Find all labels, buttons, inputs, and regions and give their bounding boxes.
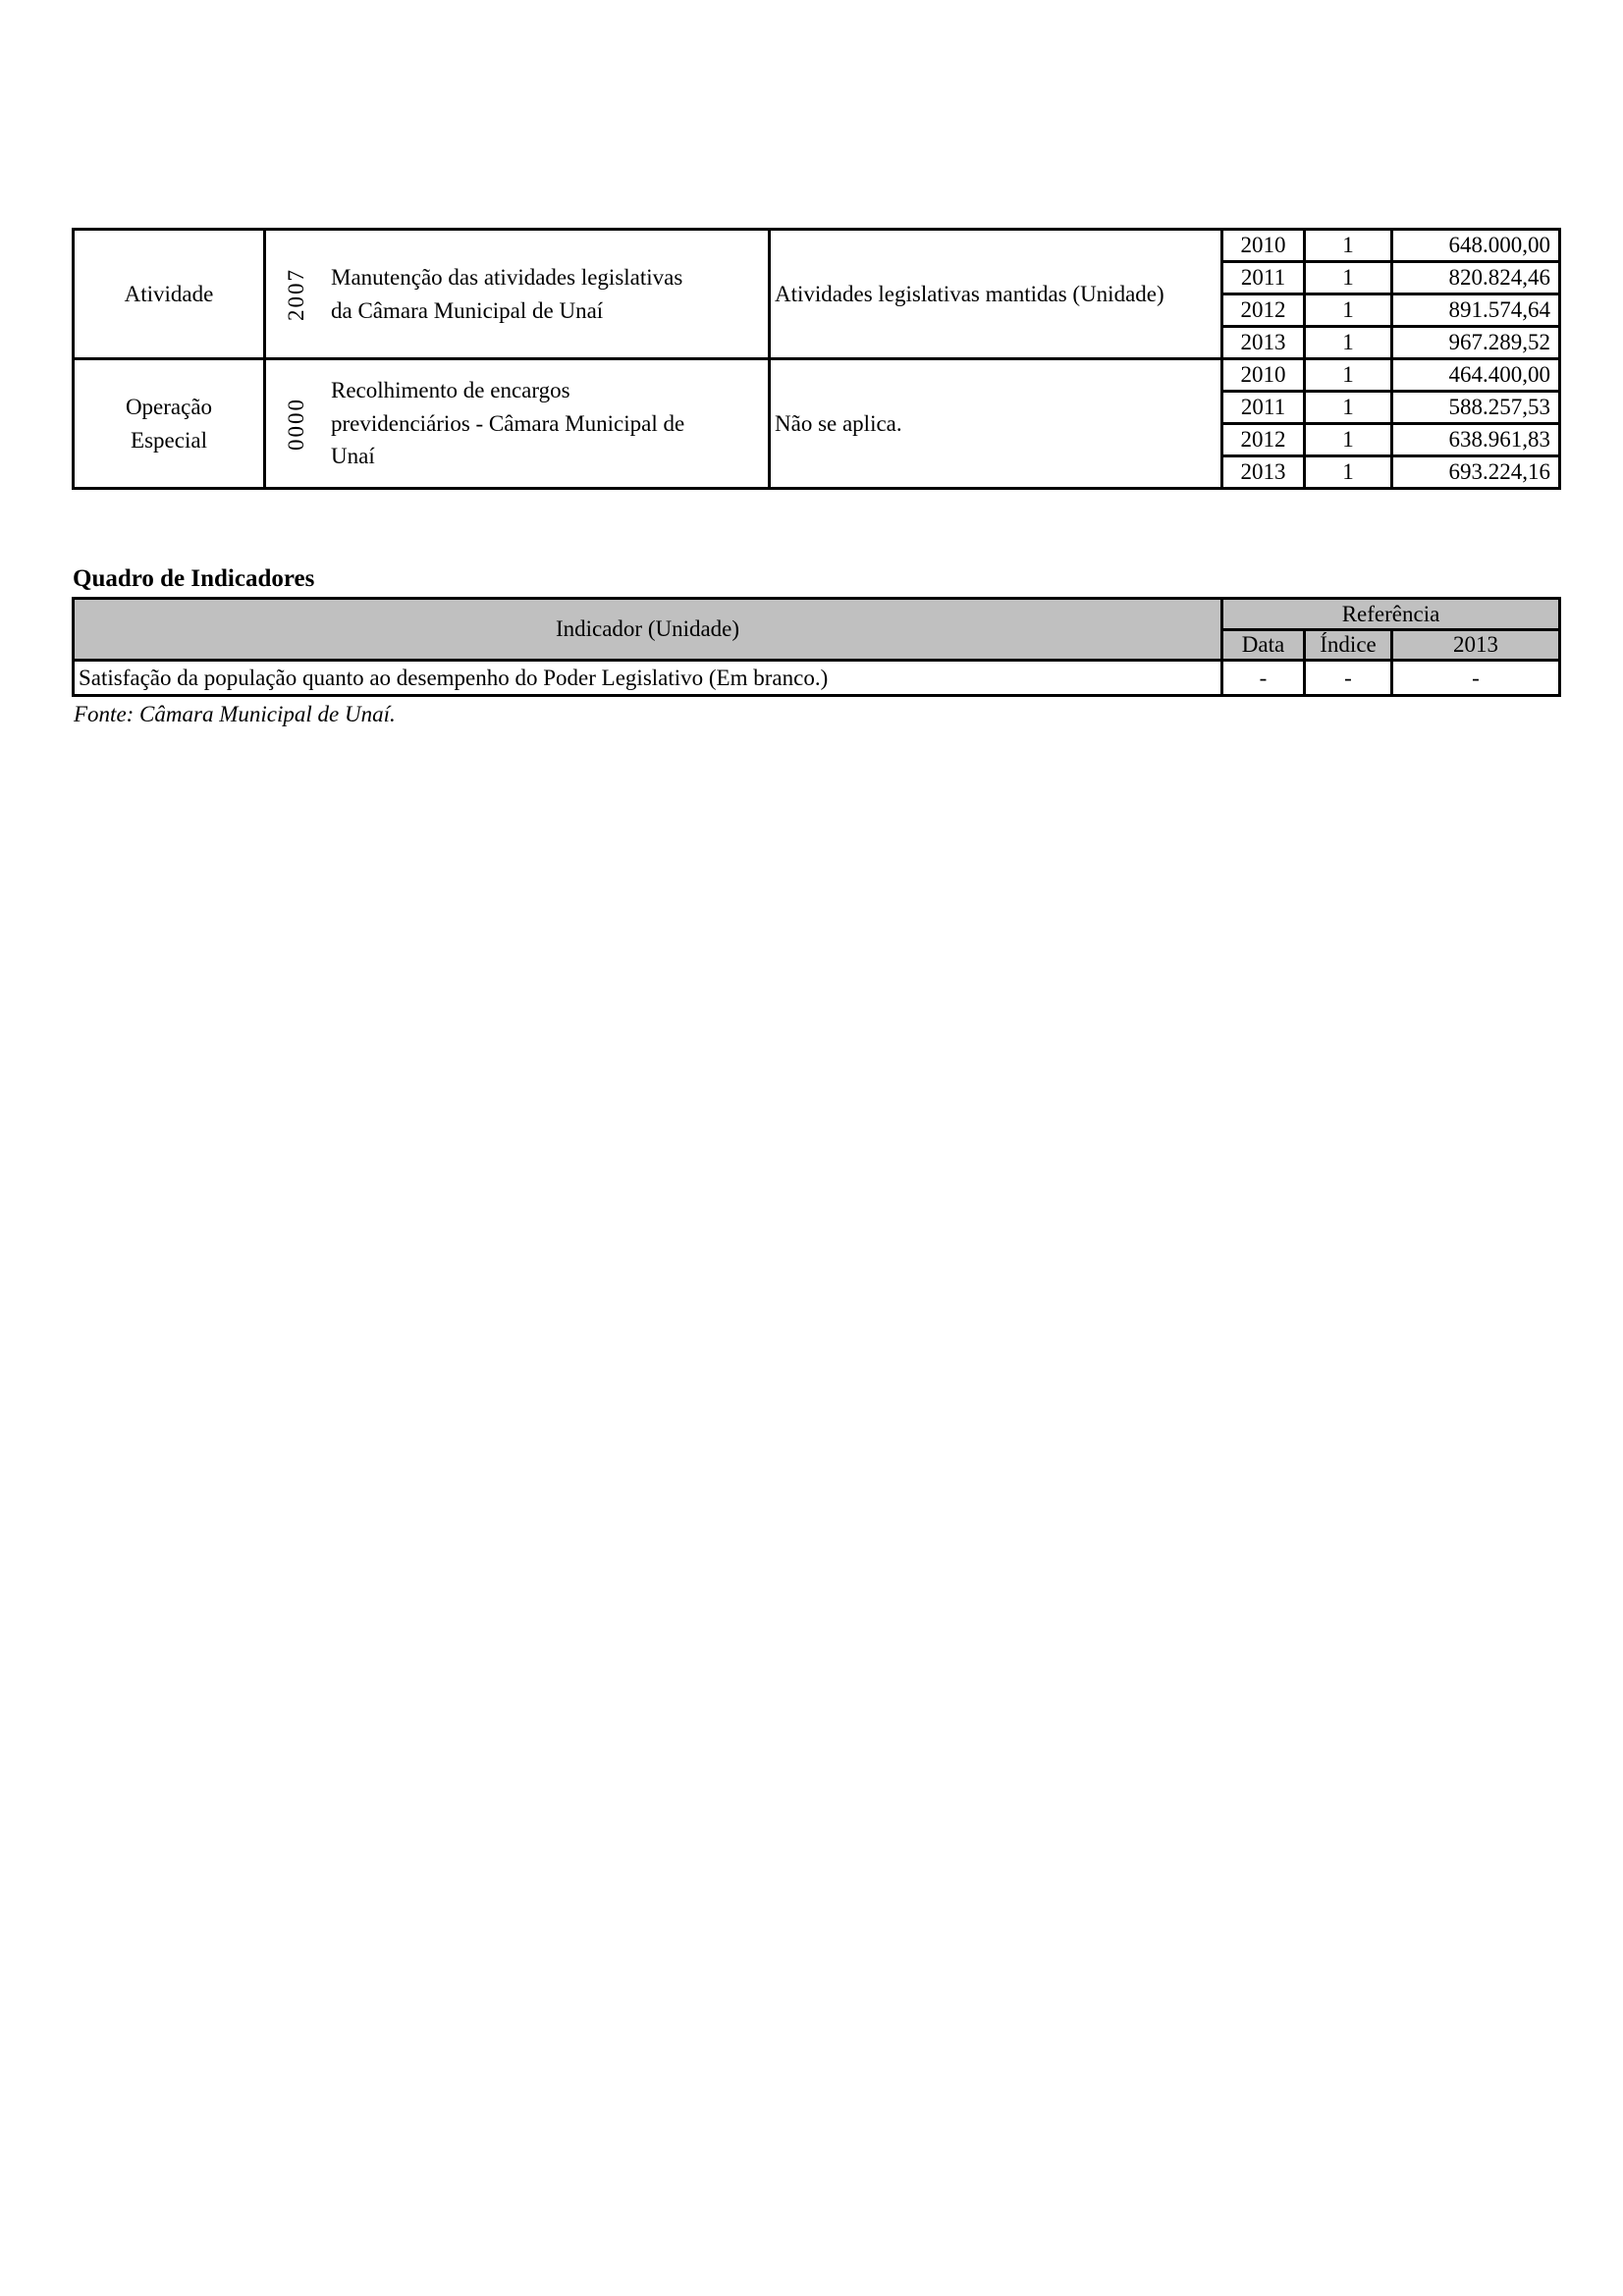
source-note: Fonte: Câmara Municipal de Unaí. [74,702,396,726]
value-cell: 693.224,16 [1392,456,1560,489]
index-cell: 1 [1305,359,1392,392]
table-row [74,599,1560,630]
index-cell: 1 [1305,424,1392,456]
value-cell: 464.400,00 [1392,359,1560,392]
year-cell: 2010 [1222,230,1305,262]
data-column-header: Data [1222,630,1305,661]
value-cell: 967.289,52 [1392,327,1560,359]
indicator-column-header: Indicador (Unidade) [74,599,1222,661]
table-row [74,359,1560,392]
reference-column-header: Referência [1222,599,1560,630]
indicators-table [72,597,1561,697]
index-cell: 1 [1305,392,1392,424]
program-code-rotated: 2007 [284,267,308,321]
year-cell: 2013 [1222,327,1305,359]
index-cell: 1 [1305,294,1392,327]
program-description-cell [265,230,770,359]
program-description-text: Manutenção das atividades legislativas da Câmara Municipal de Unaí [331,265,683,323]
program-type-cell: Operação Especial [74,359,265,489]
program-description-text: Recolhimento de encargos previdenciários - Câmara Municipal de Unaí [331,378,685,469]
program-indicator-text: Atividades legislativas mantidas (Unidade) [775,281,1164,306]
value-cell: 820.824,46 [1392,262,1560,294]
value-cell: 638.961,83 [1392,424,1560,456]
table-row [74,230,1560,262]
program-indicator-cell [770,230,1222,359]
program-indicator-text: Não se aplica. [775,410,902,436]
program-indicator-cell [770,359,1222,489]
index-cell: 1 [1305,327,1392,359]
index-cell: 1 [1305,456,1392,489]
program-description-wrap [266,374,768,472]
program-type-cell: Atividade [74,230,265,359]
value-cell: 891.574,64 [1392,294,1560,327]
data-value-cell: - [1222,661,1305,696]
table-row [74,661,1560,696]
indicator-name-cell: Satisfação da população quanto ao desempenho do Poder Legislativo (Em branco.) [74,661,1222,696]
year-cell: 2013 [1222,456,1305,489]
program-code-rotated: 0000 [284,397,308,451]
year-cell: 2011 [1222,392,1305,424]
year-cell: 2012 [1222,424,1305,456]
indicators-heading: Quadro de Indicadores [73,565,315,592]
indice-value-cell: - [1305,661,1392,696]
year-2013-column-header: 2013 [1392,630,1560,661]
year-cell: 2012 [1222,294,1305,327]
year-cell: 2010 [1222,359,1305,392]
programs-table [72,228,1561,490]
year-cell: 2011 [1222,262,1305,294]
value-cell: 648.000,00 [1392,230,1560,262]
indice-column-header: Índice [1305,630,1392,661]
index-cell: 1 [1305,262,1392,294]
value-cell: 588.257,53 [1392,392,1560,424]
program-description-wrap [266,261,768,327]
index-cell: 1 [1305,230,1392,262]
program-description-cell [265,359,770,489]
year-2013-value-cell: - [1392,661,1560,696]
